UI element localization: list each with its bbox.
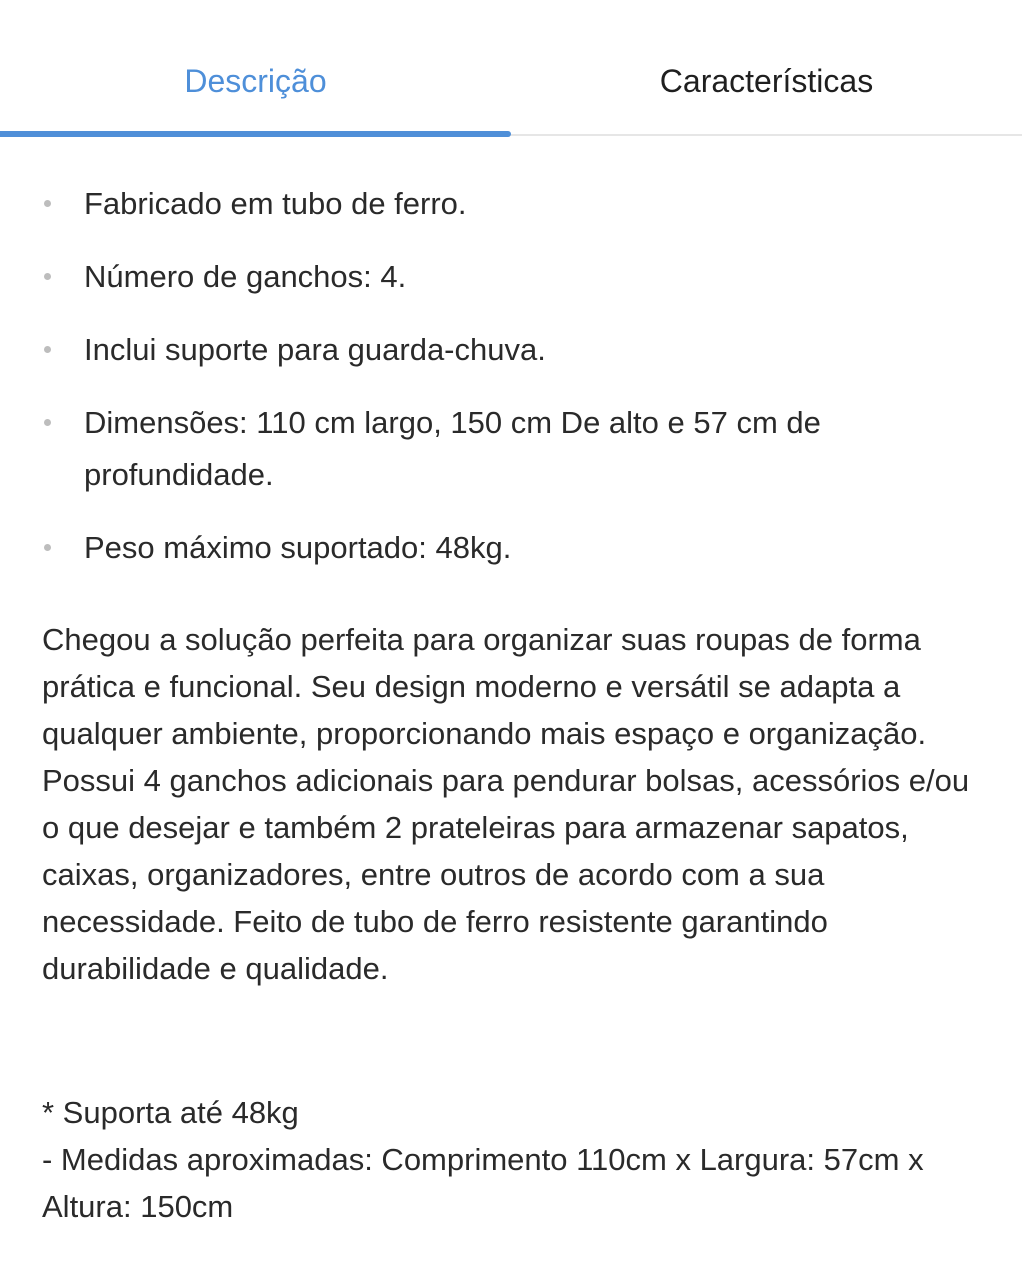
product-description: Chegou a solução perfeita para organizar suas roupas de forma prática e funcional. Seu design moderno e versátil se adapta a qualquer ambiente, proporcionando mais espaço e organização. Possui 4 ganchos adicionais para pendurar bolsas, acessórios e/ou o que desejar e também 2 prateleiras para armazenar sapatos, caixas, organizadores, entre outros de acordo com a sua necessidade. Feito de tubo de ferro resistente garantindo durabilidade e qualidade.: [42, 622, 970, 986]
feature-list: [0, 178, 1022, 595]
feature-item: [0, 522, 1022, 574]
bullet-icon: [44, 273, 51, 280]
feature-text: Número de ganchos: 4.: [84, 259, 407, 294]
feature-item: [0, 397, 1022, 501]
tab-bar: [0, 0, 1022, 138]
note-measurements: - Medidas aproximadas: Comprimento 110cm x Largura: 57cm x Altura: 150cm: [42, 1142, 924, 1224]
tab-caracteristicas-label: Características: [659, 62, 874, 99]
feature-item: [0, 324, 1022, 376]
feature-item: [0, 251, 1022, 303]
bullet-icon: [44, 200, 51, 207]
feature-item: [0, 178, 1022, 230]
note-weight: * Suporta até 48kg: [42, 1095, 299, 1130]
bullet-icon: [44, 419, 51, 426]
feature-text: Dimensões: 110 cm largo, 150 cm De alto e 57 cm de profundidade.: [84, 405, 821, 492]
feature-text: Fabricado em tubo de ferro.: [84, 186, 467, 221]
tab-caracteristicas[interactable]: [511, 0, 1022, 134]
tab-descricao-label: Descrição: [184, 62, 327, 99]
feature-text: Inclui suporte para guarda-chuva.: [84, 332, 546, 367]
bullet-icon: [44, 346, 51, 353]
product-notes: [42, 1089, 982, 1230]
bullet-icon: [44, 544, 51, 551]
feature-text: Peso máximo suportado: 48kg.: [84, 530, 512, 565]
active-tab-indicator: [0, 131, 511, 137]
tab-descricao[interactable]: [0, 0, 511, 134]
